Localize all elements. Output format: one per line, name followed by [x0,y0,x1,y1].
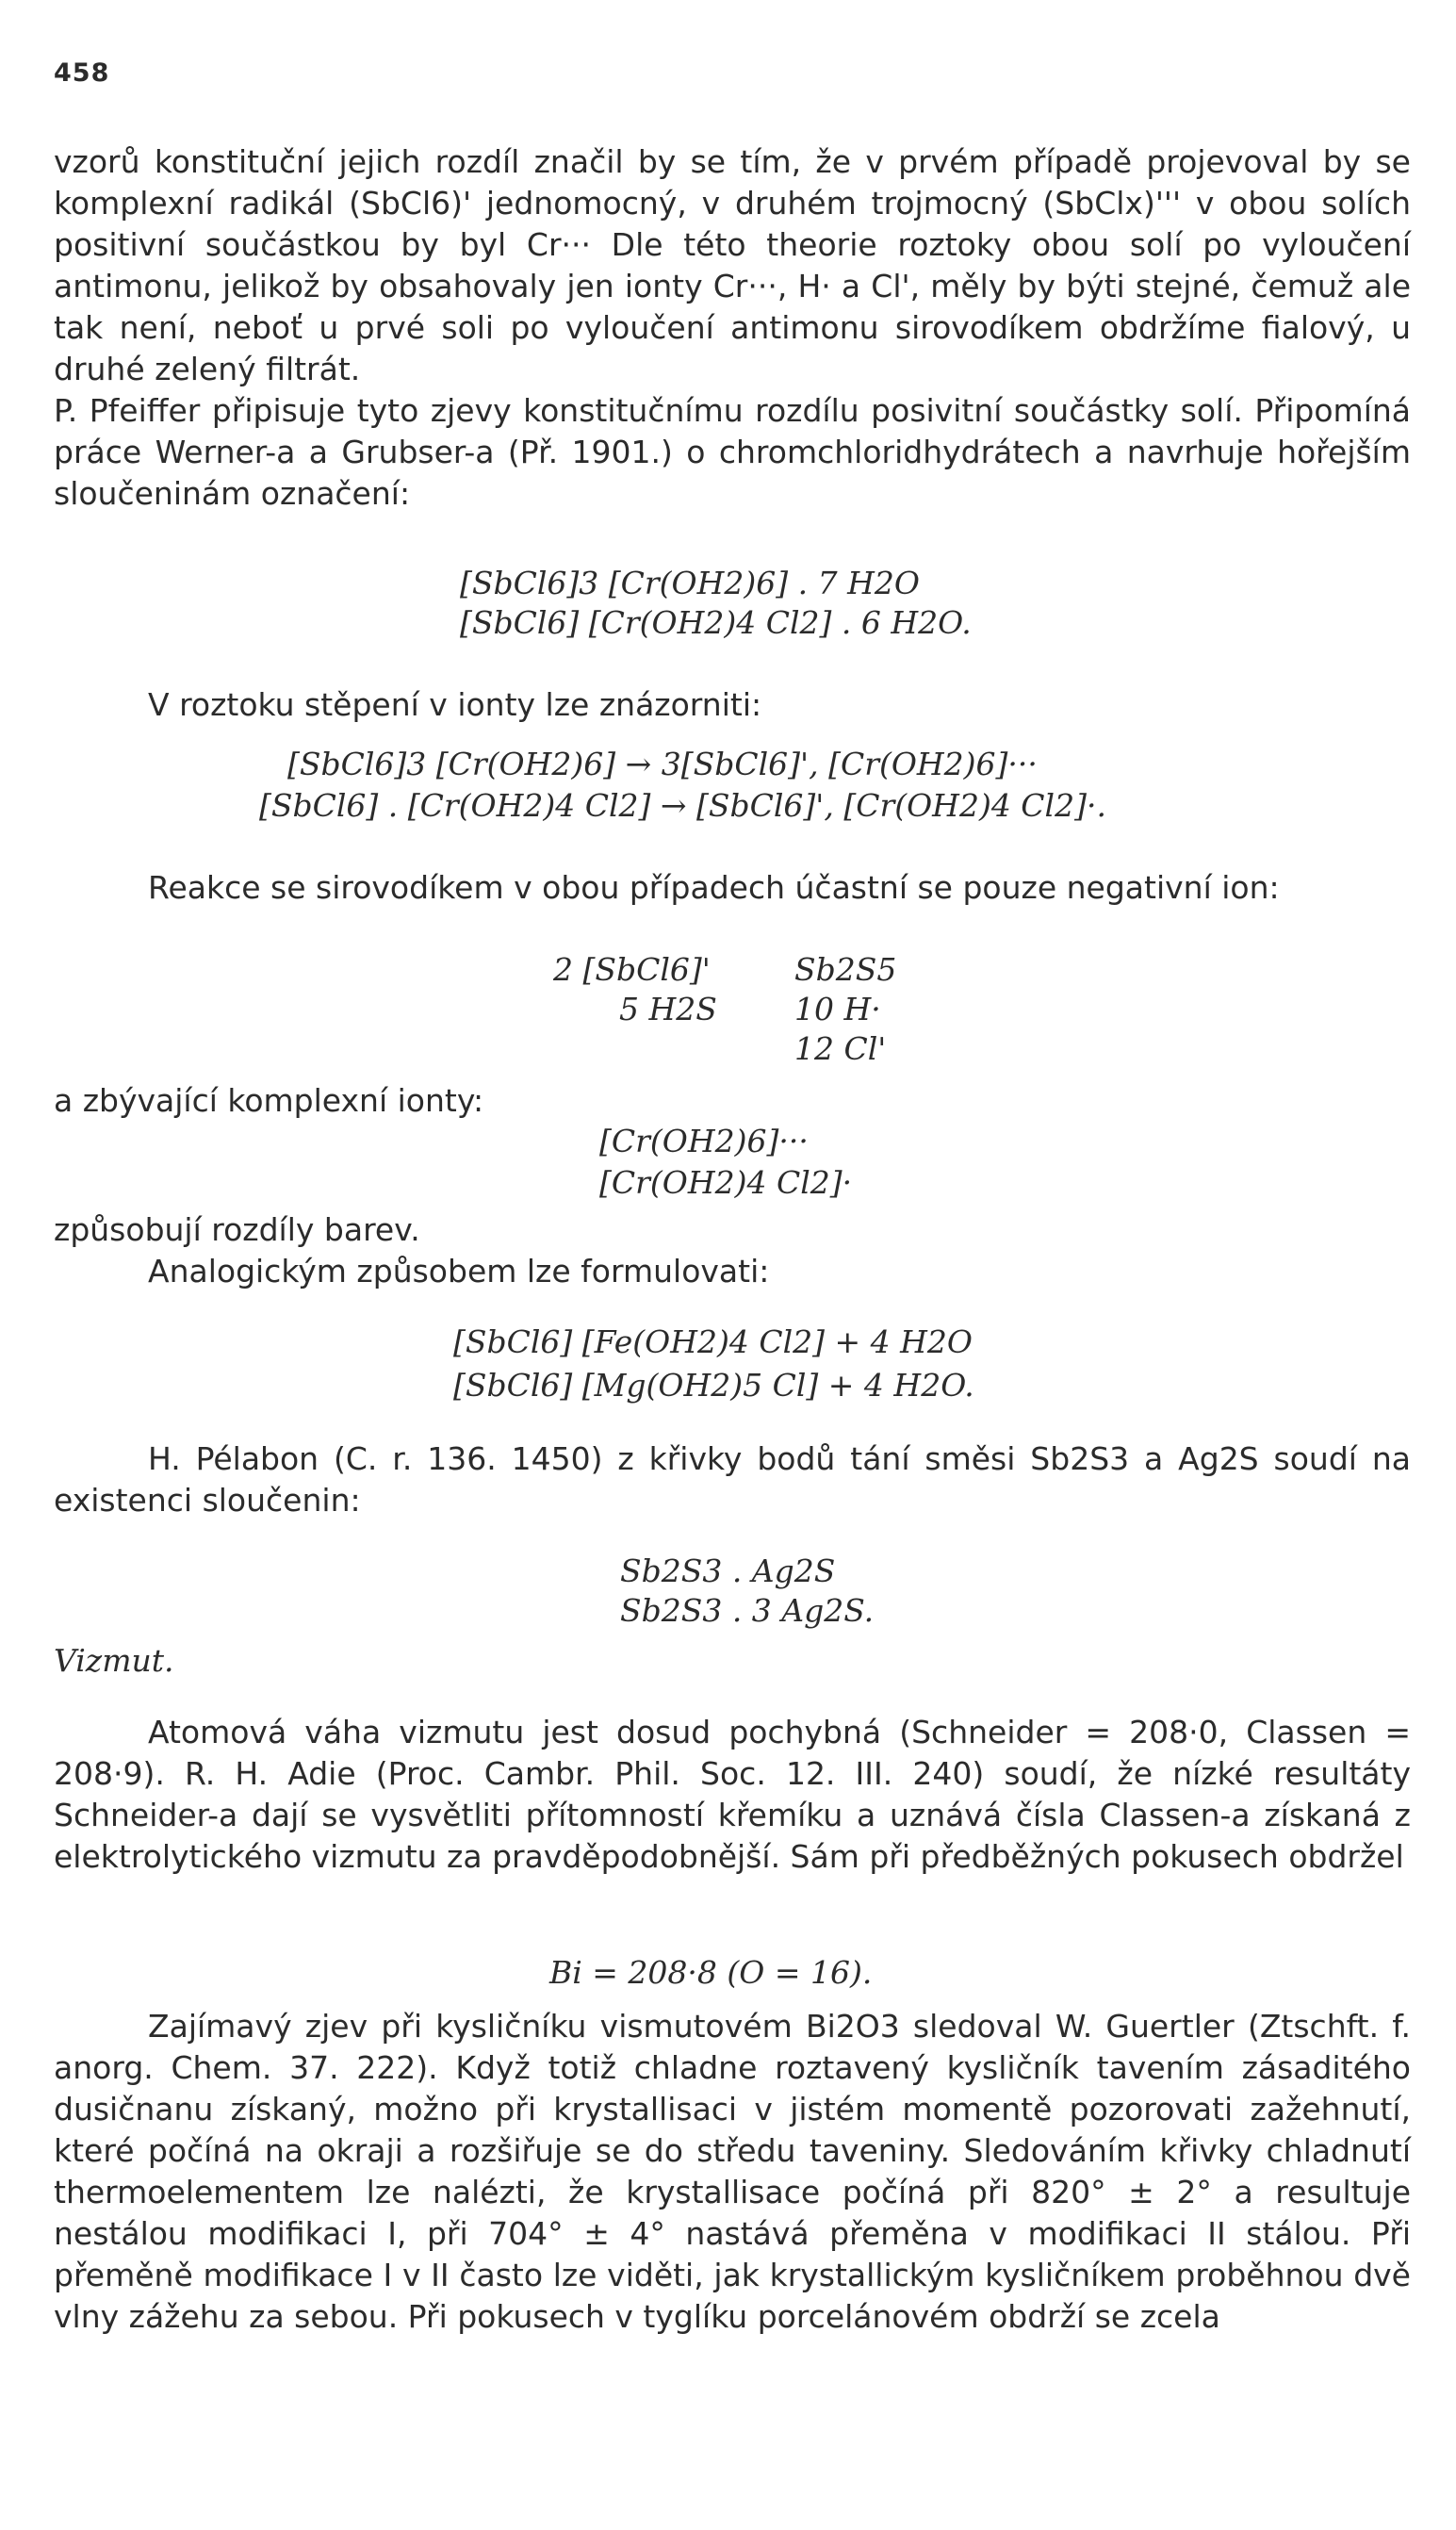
formula-2-line-2: [SbCl6] . [Cr(OH2)4 Cl2] → [SbCl6]', [Cr(OH2)4 Cl2]·. [259,787,1106,824]
formula-4-line-2: [Cr(OH2)4 Cl2]· [599,1164,853,1201]
formula-3-right-2: 10 H· [794,991,881,1027]
formula-2-line-1: [SbCl6]3 [Cr(OH2)6] → 3[SbCl6]', [Cr(OH2)6]··· [287,746,1038,782]
page-number: 458 [54,58,110,88]
formula-3-right-3: 12 Cl' [794,1030,887,1067]
section-heading: Vizmut. [54,1642,174,1679]
formula-6-line-2: Sb2S3 . 3 Ag2S. [620,1592,875,1629]
formula-6-line-1: Sb2S3 . Ag2S [620,1552,836,1589]
formula-3-right-1: Sb2S5 [794,951,897,988]
paragraph-10: Zajímavý zjev při kysličníku vismutovém Bi2O3 sledoval W. Guertler (Ztschft. f. anorg. Chem. 37. 222). Když totiž chladne roztavený kysličník tavením zásaditého dusičnanu získaný, možno při krystallisaci v jistém momentě pozorovati zažehnutí, které počíná na okraji a rozšiřuje se do středu taveniny. Sledováním křivky chladnutí thermoelementem lze nalézti, že krystallisace počíná při 820° ± 2° a resultuje nestálou modifikaci I, při 704° ± 4° nastává přeměna v modifikaci II stálou. Při přeměně modifikace I v II často lze viděti, jak krystallickým kysličníkem proběhnou dvě vlny zážehu za sebou. Při pokusech v tyglíku porcelánovém obdrží se zcela [54,2008,1411,2335]
formula-3-left-2: 5 H2S [619,991,717,1027]
formula-5-line-2: [SbCl6] [Mg(OH2)5 Cl] + 4 H2O. [453,1367,974,1404]
formula-3-left-1: 2 [SbCl6]' [553,951,711,988]
paragraph-3: V roztoku stěpení v ionty lze znázorniti: [148,686,762,723]
formula-1-line-2: [SbCl6] [Cr(OH2)4 Cl2] . 6 H2O. [460,604,972,641]
paragraph-4: Reakce se sirovodíkem v obou případech účastní se pouze negativní ion: [148,869,1280,906]
formula-4-line-1: [Cr(OH2)6]··· [599,1123,809,1159]
paragraph-5: a zbývající komplexní ionty: [54,1082,484,1119]
formula-1-line-1: [SbCl6]3 [Cr(OH2)6] . 7 H2O [460,565,920,601]
formula-5-line-1: [SbCl6] [Fe(OH2)4 Cl2] + 4 H2O [453,1323,973,1360]
paragraph-8: H. Pélabon (C. r. 136. 1450) z křivky bodů tání směsi Sb2S3 a Ag2S soudí na existenci sloučenin: [54,1440,1411,1519]
paragraph-6: způsobují rozdíly barev. [54,1211,420,1248]
paragraph-9: Atomová váha vizmutu jest dosud pochybná (Schneider = 208·0, Classen = 208·9). R. H. Adie (Proc. Cambr. Phil. Soc. 12. III. 240) soudí, že nízké resultáty Schneider-a dají se vysvětliti přítomností křemíku a uznává čísla Classen-a získaná z elektrolytického vizmutu za pravděpodobnější. Sám při předběžných pokusech obdržel [54,1714,1411,1875]
paragraph-1: vzorů konstituční jejich rozdíl značil by se tím, že v prvém případě projevoval by se komplexní radikál (SbCl6)' jednomocný, v druhém trojmocný (SbClx)''' v obou solích positivní součástkou by byl Cr··· Dle této theorie roztoky obou solí po vyloučení antimonu, jelikož by obsahovaly jen ionty Cr···, H· a Cl', měly by býti stejné, čemuž ale tak není, neboť u prvé soli po vyloučení antimonu sirovodíkem obdržíme fialový, u druhé zelený filtrát. [54,143,1411,387]
paragraph-2: P. Pfeiffer připisuje tyto zjevy konstitučnímu rozdílu posivitní součástky solí. Připomíná práce Werner-a a Grubser-a (Př. 1901.) o chromchloridhydrátech a navrhuje hořejším sloučeninám označení: [54,392,1411,512]
paragraph-7: Analogickým způsobem lze formulovati: [148,1253,770,1290]
formula-7: Bi = 208·8 (O = 16). [549,1954,873,1991]
